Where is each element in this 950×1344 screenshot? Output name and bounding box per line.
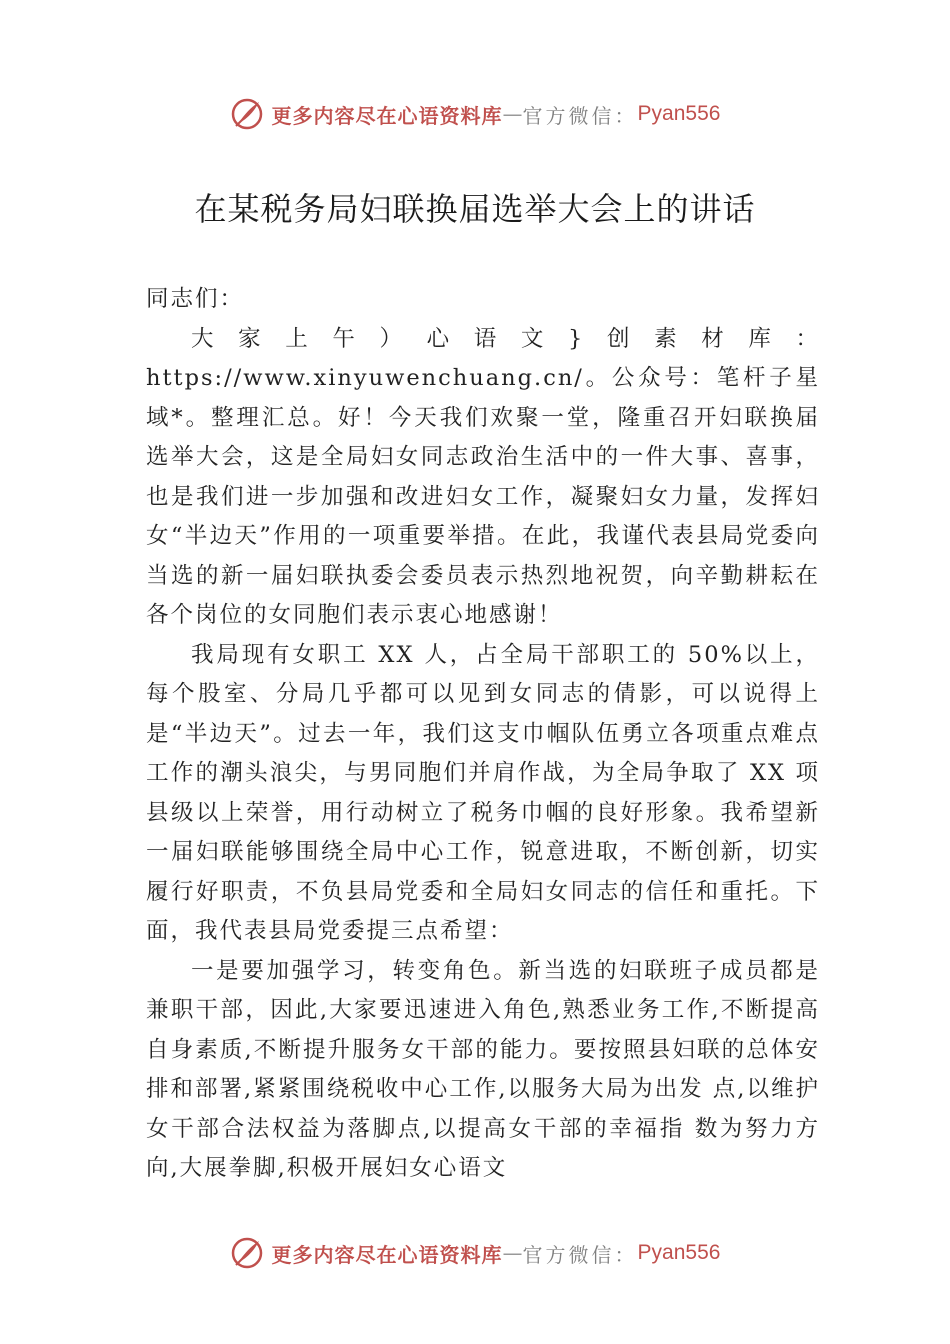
footer-banner — [0, 1233, 950, 1273]
paragraph-3: 一是要加强学习，转变角色。新当选的妇联班子成员都是兼职干部，因此,大家要迅速进入角色,熟悉业务工作,不断提高自身素质,不断提升服务女干部的能力。要按照县妇联的总体安排和部署,紧紧围绕税收中心工作,以服务大局为出发 点,以维护女干部合法权益为落脚点,以提高女干部的幸福指 数为努力方向,大展拳脚,积极开展妇女心语文 — [146, 957, 820, 1181]
banner-wechat-handle: Pyan556 — [637, 1241, 721, 1264]
banner-dash: — — [502, 102, 523, 126]
banner-wechat-handle: Pyan556 — [637, 102, 721, 125]
banner-wechat-label: 官方微信： — [522, 103, 638, 128]
document-body — [146, 280, 820, 1189]
paragraph-1: 大家上午）心语文}创素材库：https://www.xinyuwenchuang.cn/。公众号：笔杆子星域*。整理汇总。好！今天我们欢聚一堂，隆重召开妇联换届选举大会，这是全局妇女同志政治生活中的一件大事、喜事，也是我们进一步加强和改进妇女工作，凝聚妇女力量，发挥妇女“半边天”作用的一项重要举措。在此，我谨代表县局党委向当选的新一届妇联执委会委员表示热烈地祝贺，向辛勤耕耘在各个岗位的女同胞们表示衷心地感谢！ — [146, 325, 820, 628]
banner-promo-text: 更多内容尽在心语资料库 — [271, 103, 503, 128]
header-banner — [0, 94, 950, 134]
banner-dash: — — [502, 1241, 523, 1265]
paragraph-2: 我局现有女职工 XX 人，占全局干部职工的 50%以上，每个股室、分局几乎都可以见到女同志的倩影，可以说得上是“半边天”。过去一年，我们这支巾帼队伍勇立各项重点难点工作的潮头浪尖，与男同胞们并肩作战，为全局争取了 XX 项县级以上荣誉，用行动树立了税务巾帼的良好形象。我希望新一届妇联能够围绕全局中心工作，锐意进取，不断创新，切实履行好职责，不负县局党委和全局妇女同志的信任和重托。下面，我代表县局党委提三点希望： — [146, 641, 820, 944]
quill-pen-logo-icon — [230, 1236, 264, 1270]
banner-wechat-label: 官方微信： — [522, 1242, 638, 1267]
document-title: 在某税务局妇联换届选举大会上的讲话 — [194, 190, 756, 228]
quill-pen-logo-icon — [230, 97, 264, 131]
salutation: 同志们： — [146, 286, 245, 312]
banner-promo-text: 更多内容尽在心语资料库 — [271, 1242, 503, 1267]
